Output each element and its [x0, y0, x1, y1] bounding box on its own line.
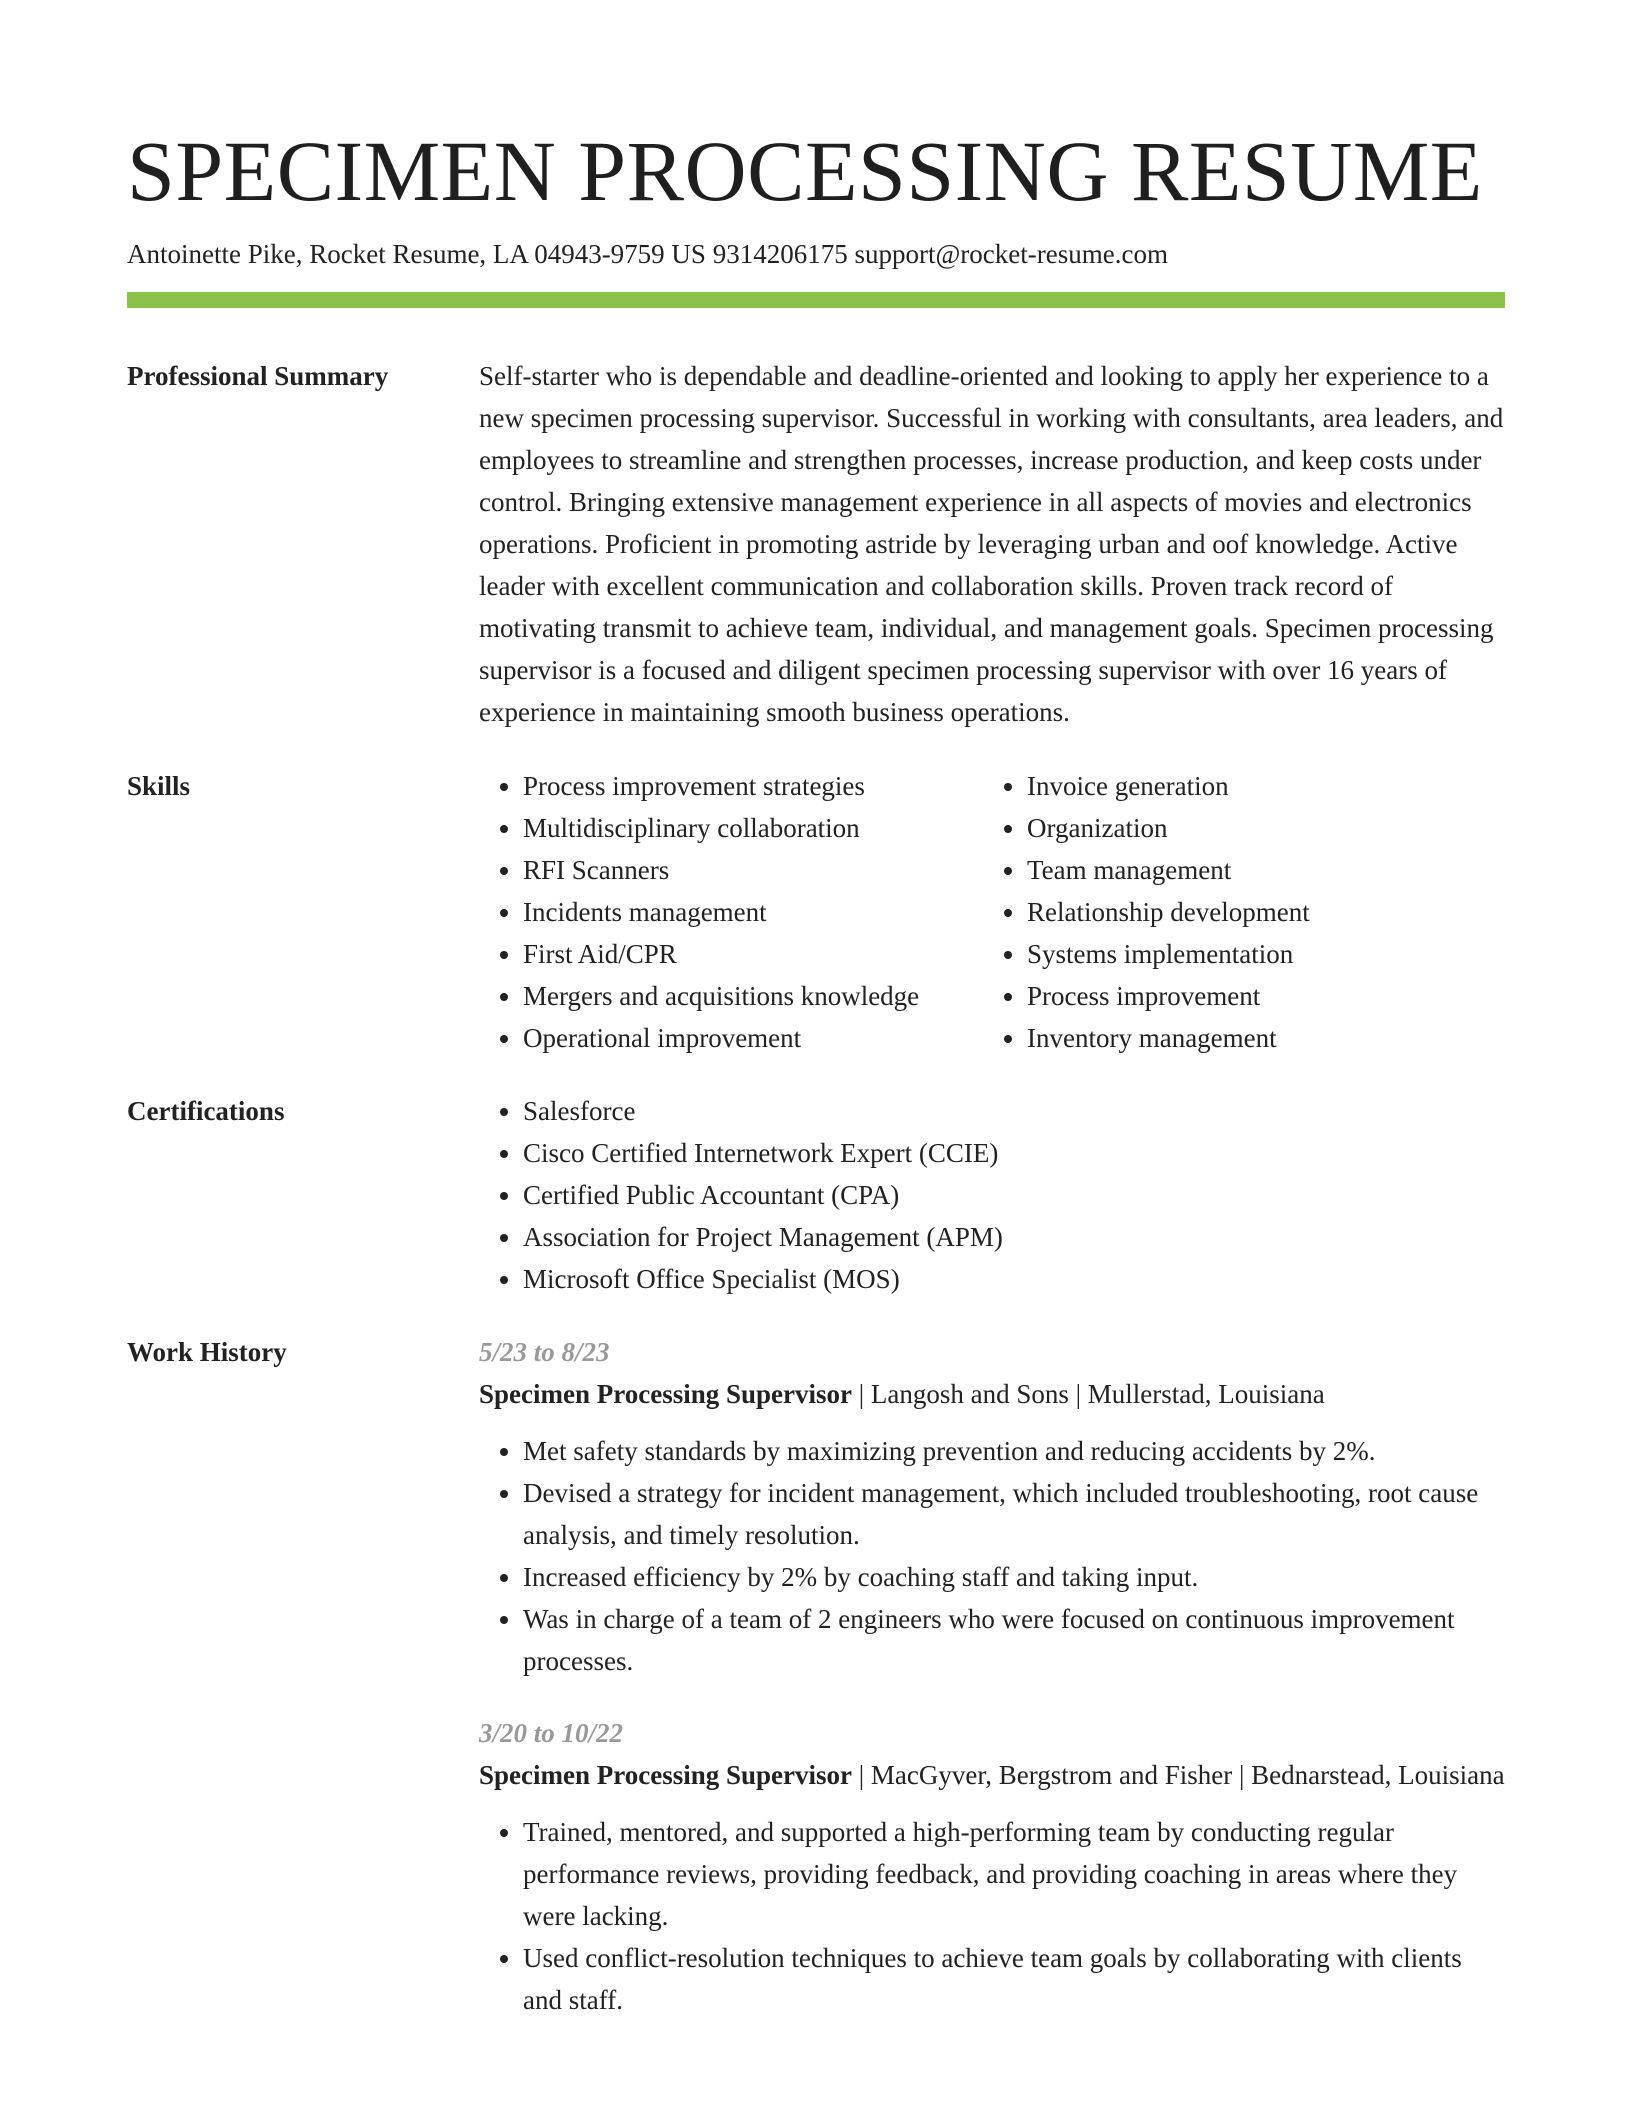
skill-item: • Process improvement strategies: [523, 765, 983, 807]
job-title: Specimen Processing Supervisor: [479, 1760, 852, 1790]
page-title: SPECIMEN PROCESSING RESUME: [127, 123, 1483, 219]
skills-columns: [479, 765, 1505, 1059]
skill-item: • Process improvement: [1027, 975, 1310, 1017]
certifications-list: [479, 1090, 1505, 1300]
job-bullet-list: [479, 1811, 1505, 2021]
skills-list-left: [479, 765, 983, 1059]
job-entry: [479, 1712, 1505, 2021]
job-heading: [479, 1373, 1505, 1415]
job-title: Specimen Processing Supervisor: [479, 1379, 852, 1409]
job-bullet: • Increased efficiency by 2% by coaching staff and taking input.: [523, 1556, 1505, 1598]
skill-item: • Operational improvement: [523, 1017, 983, 1059]
certifications-label: Certifications: [127, 1096, 285, 1126]
skills-list-right: [983, 765, 1310, 1059]
work-history-section: [127, 1331, 1505, 2021]
certifications-section: [127, 1090, 1505, 1300]
skill-item: • Organization: [1027, 807, 1310, 849]
job-details: | MacGyver, Bergstrom and Fisher | Bednarstead, Louisiana: [852, 1760, 1505, 1790]
job-heading: [479, 1754, 1505, 1796]
skill-item: • Inventory management: [1027, 1017, 1310, 1059]
skill-item: • Invoice generation: [1027, 765, 1310, 807]
summary-section: [127, 355, 1505, 733]
skill-item: • Multidisciplinary collaboration: [523, 807, 983, 849]
skill-item: • RFI Scanners: [523, 849, 983, 891]
skills-body: [479, 765, 1505, 1059]
certification-item: • Salesforce: [523, 1090, 1505, 1132]
certification-item: • Cisco Certified Internetwork Expert (CCIE): [523, 1132, 1505, 1174]
skill-item: • Team management: [1027, 849, 1310, 891]
contact-line: Antoinette Pike, Rocket Resume, LA 04943-9759 US 9314206175 support@rocket-resume.com: [127, 239, 1168, 269]
job-bullet: • Trained, mentored, and supported a high-performing team by conducting regular performance reviews, providing feedback, and providing coaching in areas where they were lacking.: [523, 1811, 1505, 1937]
skills-section: [127, 765, 1505, 1059]
skills-label: Skills: [127, 771, 191, 801]
certifications-body: [479, 1090, 1505, 1300]
certification-item: • Association for Project Management (APM): [523, 1216, 1505, 1258]
certification-item: • Microsoft Office Specialist (MOS): [523, 1258, 1505, 1300]
skill-item: • First Aid/CPR: [523, 933, 983, 975]
job-dates: 3/20 to 10/22: [479, 1718, 624, 1748]
certification-item: • Certified Public Accountant (CPA): [523, 1174, 1505, 1216]
job-bullet: • Devised a strategy for incident management, which included troubleshooting, root cause analysis, and timely resolution.: [523, 1472, 1505, 1556]
job-details: | Langosh and Sons | Mullerstad, Louisiana: [852, 1379, 1325, 1409]
skill-item: • Mergers and acquisitions knowledge: [523, 975, 983, 1017]
job-dates: 5/23 to 8/23: [479, 1337, 610, 1367]
skill-item: • Incidents management: [523, 891, 983, 933]
header-divider: [127, 292, 1505, 308]
skill-item: • Systems implementation: [1027, 933, 1310, 975]
summary-label: Professional Summary: [127, 361, 389, 391]
skill-item: • Relationship development: [1027, 891, 1310, 933]
job-entry: [479, 1331, 1505, 1682]
job-bullet: • Met safety standards by maximizing prevention and reducing accidents by 2%.: [523, 1430, 1505, 1472]
work-history-body: [479, 1331, 1505, 2021]
summary-text: Self-starter who is dependable and deadline-oriented and looking to apply her experience to a new specimen processing supervisor. Successful in working with consultants, area leaders, and employees to streamline and strengthen processes, increase production, and keep costs under control. Bringing extensive management experience in all aspects of movies and electronics operations. Proficient in promoting astride by leveraging urban and oof knowledge. Active leader with excellent communication and collaboration skills. Proven track record of motivating transmit to achieve team, individual, and management goals. Specimen processing supervisor is a focused and diligent specimen processing supervisor with over 16 years of experience in maintaining smooth business operations.: [479, 361, 1504, 727]
work-history-label: Work History: [127, 1337, 287, 1367]
job-bullet: • Used conflict-resolution techniques to achieve team goals by collaborating with clients and staff.: [523, 1937, 1505, 2021]
job-bullet: • Was in charge of a team of 2 engineers who were focused on continuous improvement processes.: [523, 1598, 1505, 1682]
job-bullet-list: [479, 1430, 1505, 1682]
